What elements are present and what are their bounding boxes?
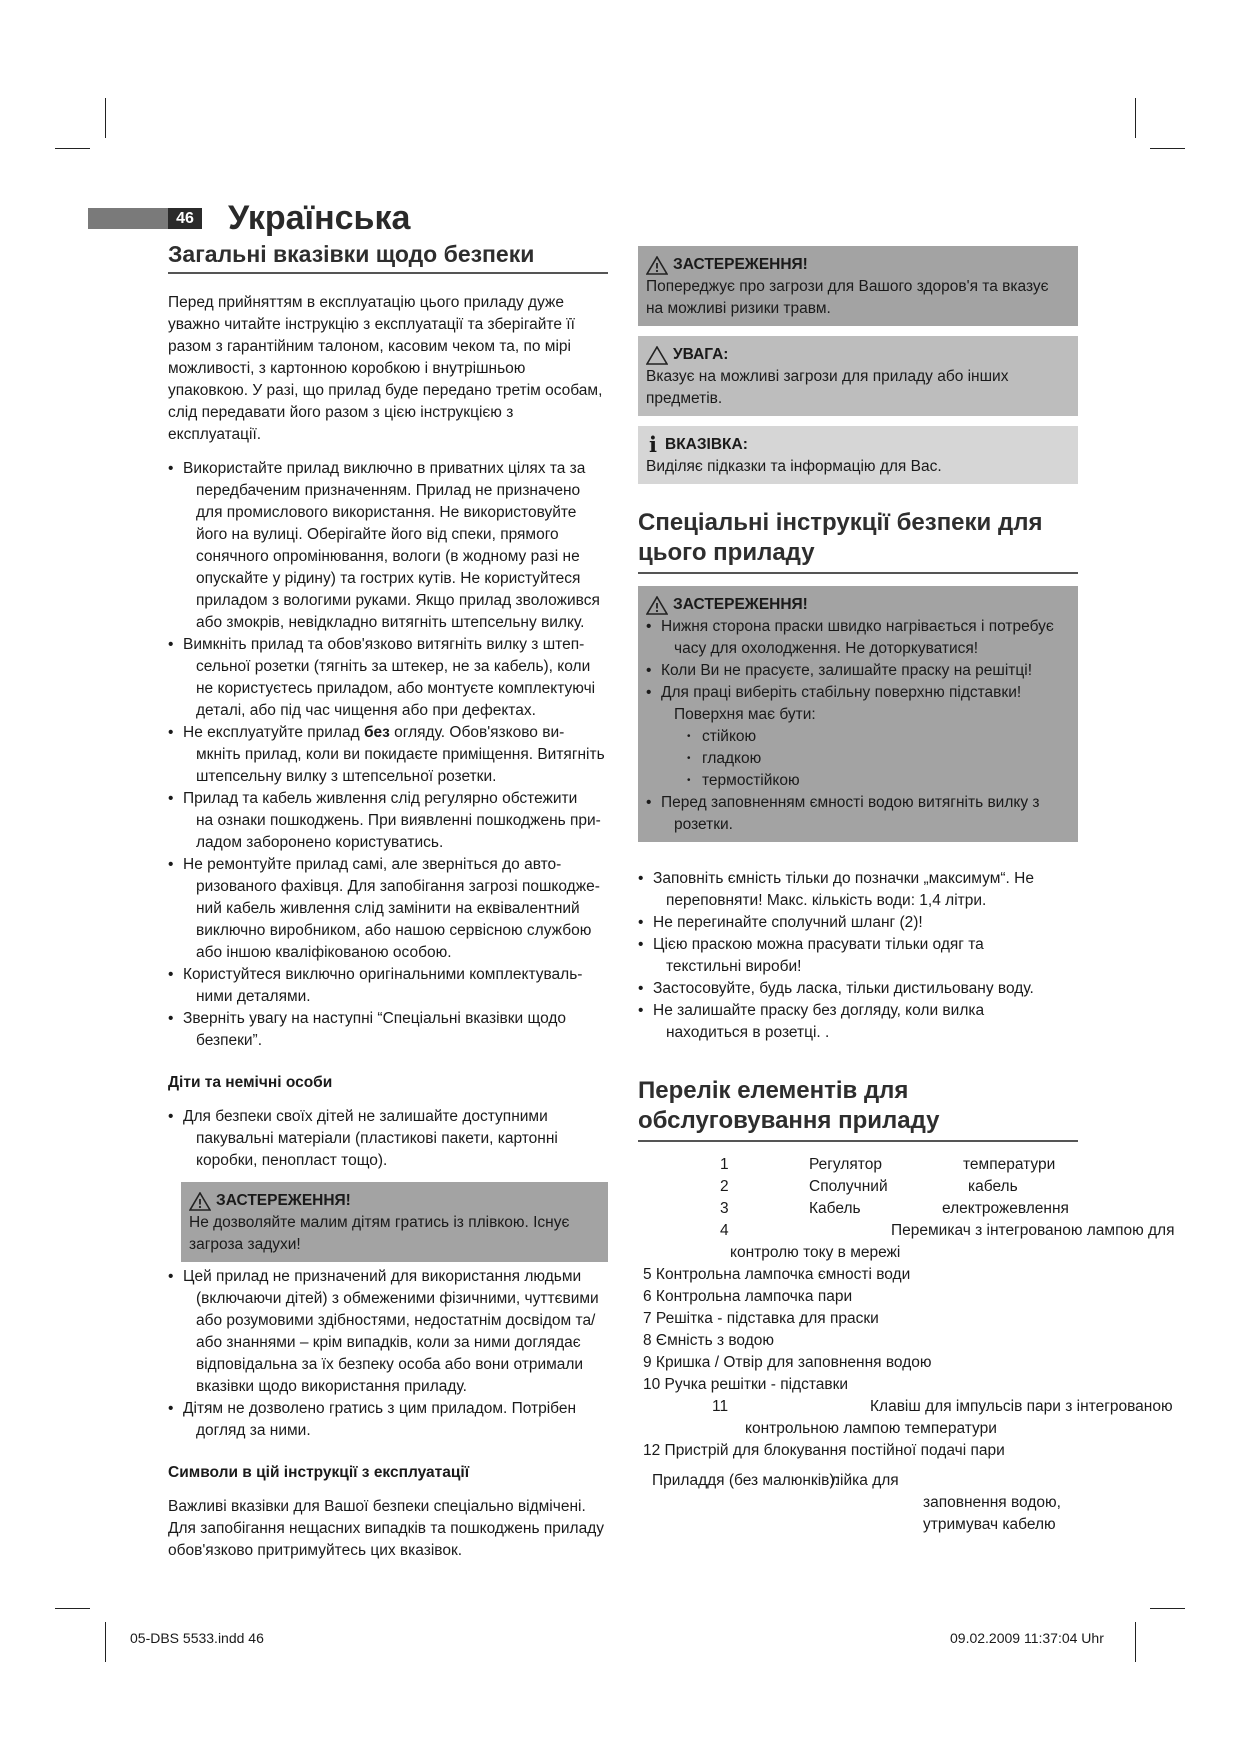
part-item: 12 Пристрій для блокування постійної подачі пари [643,1442,1005,1459]
part-name: Кабель [809,1200,861,1217]
parts-list-title: Перелік елементів для обслуговування приладу [638,1076,1078,1142]
language-title: Українська [228,199,411,237]
list-item: • Не залишайте праску без догляду, коли вилка находиться в розетці. . [638,1000,1078,1044]
note-box [638,426,1078,484]
child-warning-box [181,1182,608,1262]
footer-timestamp: 09.02.2009 11:37:04 Uhr [950,1630,1104,1646]
list-item: • Коли Ви не прасуєте, залишайте праску на решітці! [646,660,1070,682]
part-name: електрожевлення [942,1200,1069,1217]
list-item: • Використайте прилад виключно в приватних цілях та за передбаченим призначенням. Прилад не призначено для промислового використання. Не використовуйте його на вулиці. Оберігайте його від спеки, прямого сонячного опромінювання, вологи (в жодному разі не опускайте у рідину) та гострих кутів. Не користуйтеся приладом з вологими руками. Якщо прилад зволожився або змокрів, невідкладно витягніть штепсельну вилку. [168,458,608,634]
warning-triangle-icon [646,596,668,615]
left-column [168,240,608,1562]
list-item: • гладкою [687,748,1070,770]
crop-mark [1150,148,1185,149]
parts-list [638,1154,1175,1459]
list-item: • Зверніть увагу на наступні “Спеціальні вказівки щодо безпеки”. [168,1008,608,1052]
list-item: • Для безпеки своїх дітей не залишайте доступними пакувальні матеріали (пластикові пакети, картонні коробки, пенопласт тощо). [168,1106,608,1172]
special-safety-title: Спеціальні інструкції безпеки для цього приладу [638,508,1078,574]
warning-text: Попереджує про загрози для Вашого здоров'я та вказує на можливі ризики травм. [646,278,1049,317]
list-item: • Вимкніть прилад та обов'язково витягніть вилку з штеп- сельної розетки (тягніть за штекер, не за кабель), коли не користуєтесь приладом, або монтуєте комплектуючі деталі, або під час чищення або при дефектах. [168,634,608,722]
list-item: • Цією праскою можна прасувати тільки одяг та текстильні вироби! [638,934,1078,978]
crop-mark [55,1608,90,1609]
list-item: • Цей прилад не призначений для використання людьми (включаючи дітей) з обмеженими фізичними, чуттєвими або розумовими здібностями, недостатнім досвідом та/ або знаннями – крім випадків, коли за ними доглядає відповідальна за їх безпеку особа або вони отримали вказівки щодо використання приладу. [168,1266,608,1398]
part-number: 11 [712,1398,729,1415]
list-item: • Заповніть ємність тільки до позначки „максимум“. Не переповняти! Макс. кількість води: 1,4 літри. [638,868,1078,912]
list-item: • термостійкою [687,770,1070,792]
part-item: 8 Ємність з водою [643,1332,775,1349]
warning-triangle-icon [646,256,668,275]
child-warning-text: Не дозволяйте малим дітям гратись із плівкою. Існує загроза задухи! [189,1214,570,1253]
part-item: 6 Контрольна лампочка пари [643,1288,853,1305]
info-icon: i [649,432,657,457]
part-name: Регулятор [809,1156,882,1173]
list-item: • Застосовуйте, будь ласка, тільки дистильовану воду. [638,978,1078,1000]
part-number: 2 [720,1178,729,1195]
accessory-item: утримувач кабелю [923,1516,1056,1533]
accessory-item: заповнення водою, [923,1494,1061,1511]
special-list [638,868,1078,1044]
special-warning-head: ЗАСТЕРЕЖЕННЯ! [646,594,1070,616]
part-name: Перемикач з інтегрованою лампою для [891,1222,1175,1239]
list-item: • Дітям не дозволено гратись з цим приладом. Потрібен догляд за ними. [168,1398,608,1442]
warning-head: ЗАСТЕРЕЖЕННЯ! [646,254,1070,276]
note-text: Виділяє підказки та інформацію для Вас. [646,458,942,475]
part-number: 1 [720,1156,729,1173]
crop-mark [55,148,90,149]
warning-triangle-icon [189,1192,211,1211]
part-name: кабель [968,1178,1018,1195]
child-warning-head: ЗАСТЕРЕЖЕННЯ! [189,1190,600,1212]
caution-triangle-icon [646,346,668,365]
general-safety-title: Загальні вказівки щодо безпеки [168,240,608,274]
part-name: Клавіш для імпульсів пари з інтегрованою [870,1398,1173,1415]
symbols-paragraph: Важливі вказівки для Вашої безпеки спеціально відмічені. Для запобігання нещасних випадків та пошкоджень приладу обов'язково притримуйтесь цих вказівок. [168,1498,604,1559]
children-list [168,1106,608,1172]
symbols-title: Символи в цій інструкції з експлуатації [168,1464,470,1481]
part-item: 7 Решітка - підставка для праски [643,1310,879,1327]
caution-head: УВАГА: [646,344,1070,366]
part-name: контрольною лампою температури [745,1420,997,1437]
crop-mark [105,1622,106,1662]
accessories-label: Приладдя (без малюнків): [652,1472,839,1489]
crop-mark [105,98,106,138]
children-list-2 [168,1266,608,1442]
crop-mark [1150,1608,1185,1609]
special-warning-list [646,616,1070,836]
intro-paragraph: Перед прийняттям в експлуатацію цього приладу дуже уважно читайте інструкцію з експлуатації та зберігайте її разом з гарантійним талоном, касовим чеком та, по мірі можливості, з картонною коробкою і внутрішньою упаковкою. У разі, що прилад буде передано третім особам, слід передавати його разом з цією інструкцією з експлуатації. [168,294,603,443]
special-warning-box [638,586,1078,842]
part-number: 3 [720,1200,729,1217]
part-number: 4 [720,1222,729,1239]
list-item: • Не експлуатуйте прилад без огляду. Обов'язково ви- мкніть прилад, коли ви покидаєте приміщення. Витягніть штепсельну вилку з штепсельної розетки. [168,722,608,788]
part-name: температури [963,1156,1056,1173]
note-head: i ВКАЗІВКА: [646,434,1070,456]
list-item: • Не перегинайте сполучний шланг (2)! [638,912,1078,934]
part-item: 5 Контрольна лампочка ємності води [643,1266,911,1283]
children-title: Діти та немічні особи [168,1074,333,1091]
footer-file-info: 05-DBS 5533.indd 46 [130,1630,264,1646]
part-item: 10 Ручка решітки - підставки [643,1376,849,1393]
list-item: • Для праці виберіть стабільну поверхню підставки! Поверхня має бути: • стійкою • гладкою • термостійкою [646,682,1070,792]
surface-list [661,726,1070,792]
list-item: • Користуйтеся виключно оригінальними комплектуваль- ними деталями. [168,964,608,1008]
caution-box [638,336,1078,416]
accessory-item: лійка для [831,1472,899,1489]
right-column [638,246,1175,1540]
crop-mark [1135,1622,1136,1662]
warning-box [638,246,1078,326]
list-item: • Нижня сторона праски швидко нагрівається і потребує часу для охолодження. Не доторкуватися! [646,616,1070,660]
list-item: • Не ремонтуйте прилад самі, але зверніться до авто- ризованого фахівця. Для запобігання загрозі пошкодже- ний кабель живлення слід замінити на еквівалентний виключно виробником, або нашою сервісною службою або іншою кваліфікованою особою. [168,854,608,964]
list-item: • Перед заповненням ємності водою витягніть вилку з розетки. [646,792,1070,836]
crop-mark [1135,98,1136,138]
part-name: Сполучний [809,1178,888,1195]
part-name: контролю току в мережі [730,1244,901,1261]
general-safety-list [168,458,608,1052]
accessories [638,1470,1078,1540]
list-item: • Прилад та кабель живлення слід регулярно обстежити на ознаки пошкоджень. При виявленні пошкоджень при- ладом заборонено користуватись. [168,788,608,854]
caution-text: Вказує на можливі загрози для приладу або інших предметів. [646,368,1009,407]
part-item: 9 Кришка / Отвір для заповнення водою [643,1354,932,1371]
page-number: 46 [168,208,202,229]
list-item: • стійкою [687,726,1070,748]
